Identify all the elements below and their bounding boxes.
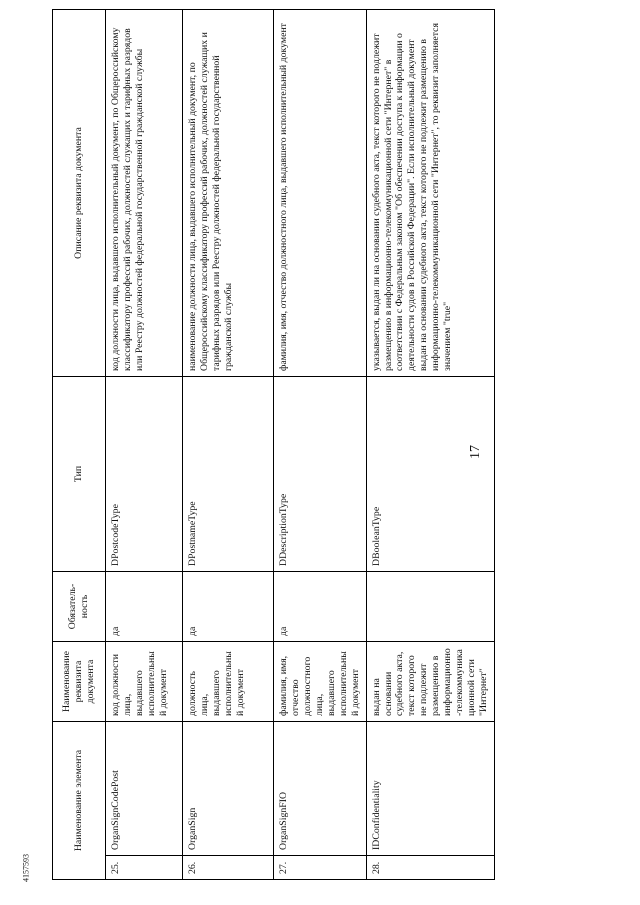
table-header-row [53,9,106,879]
row-number: 27. [274,856,367,880]
type-cell: DPostcodeType [106,376,183,571]
requisite-name-cell: выдан на основании судебного акта, текст которого не подлежит размещению в информационно-телекоммуникационной сети "Интернет" [366,641,494,721]
table-row [366,9,494,879]
description-cell: наименование должности лица, выдавшего исполнительный документ, по Общероссийскому классификатору профессий рабочих, должностей служащих и тарифных разрядов или Реестру должностей федеральной государственной гражданской службы [183,9,274,376]
mandatory-cell: да [183,571,274,641]
header-requisite-name: Наименование реквизита документа [53,641,106,721]
mandatory-cell: да [106,571,183,641]
description-cell: указывается, выдан ли на основании судебного акта, текст которого не подлежит размещению в информационно-телекоммуникационной сети "Интернет" в соответствии с Федеральным законом "Об обеспечении доступа к информации о деятельности судов в Российской Федерации". Если исполнительный документ выдан на основании судебного акта, текст которого не подлежит размещению в информационно-телекоммуникационной сети "Интернет", то реквизит заполняется значением "true" [366,9,494,376]
requisite-name-cell: код должности лица, выдавшего исполнительный документ [106,641,183,721]
element-name-cell: OrganSignCodePost [106,721,183,855]
element-name-cell: IDConfidentiality [366,721,494,855]
element-name-cell: OrganSignFIO [274,721,367,855]
row-number: 26. [183,856,274,880]
header-type: Тип [53,376,106,571]
row-number: 28. [366,856,494,880]
row-number: 25. [106,856,183,880]
type-cell: DPostnameType [183,376,274,571]
page-number: 17 [468,445,483,459]
type-cell: DDescriptionType [274,376,367,571]
header-mandatory: Обязатель-ность [53,571,106,641]
header-description: Описание реквизита документа [53,9,106,376]
table-row [274,9,367,879]
table-row [106,9,183,879]
mandatory-cell [366,571,494,641]
mandatory-cell: да [274,571,367,641]
type-cell: DBooleanType [366,376,494,571]
document-id: 4157593 [21,854,31,882]
requisite-name-cell: должность лица, выдавшего исполнительный документ [183,641,274,721]
element-name-cell: OrganSign [183,721,274,855]
description-cell: код должности лица, выдавшего исполнительный документ, по Общероссийскому классификатору профессий рабочих, должностей служащих и тарифных разрядов или Реестру должностей федеральной государственной гражданской службы [106,9,183,376]
requisite-name-cell: фамилия, имя, отчество должностного лица, выдавшего исполнительный документ [274,641,367,721]
header-element-name: Наименование элемента [53,721,106,879]
requisites-table [52,9,495,880]
table-row [183,9,274,879]
rotated-table-container [52,10,489,880]
description-cell: фамилия, имя, отчество должностного лица, выдавшего исполнительный документ [274,9,367,376]
